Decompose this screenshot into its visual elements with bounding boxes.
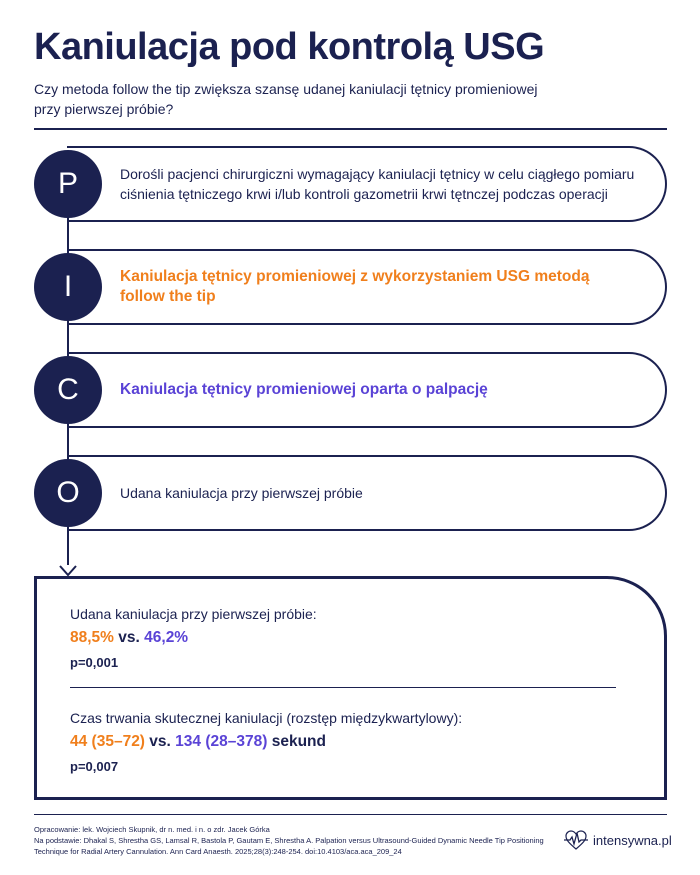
pico-outcome-text: Udana kaniulacja przy pierwszej próbie [120,485,363,501]
first-attempt-intervention-value: 88,5% [70,629,114,646]
duration-p-value: p=0,007 [70,759,119,774]
pico-intervention-text: Kaniulacja tętnicy promieniowej z wykorzystaniem USG metodą follow the tip [120,268,590,305]
pico-population-text: Dorośli pacjenci chirurgiczni wymagający kaniulacji tętnicy w celu ciągłego pomiaru ciśnienia tętniczego krwi i/lub kontroli gazometrii krwi tętnczej podczas operacji [120,166,635,202]
duration-comparison-value: 134 (28–378) [175,733,268,750]
pico-letter-c: C [34,356,102,424]
heart-pulse-icon [563,827,589,853]
first-attempt-comparison-value: 46,2% [144,629,189,646]
first-attempt-values [70,629,188,647]
first-attempt-label: Udana kaniulacja przy pierwszej próbie: [70,606,317,622]
duration-label: Czas trwania skutecznej kaniulacji (rozstęp międzykwartylowy): [70,710,463,726]
page-title: Kaniulacja pod kontrolą USG [34,26,545,68]
pico-letter-p: P [34,150,102,218]
pico-letter-i: I [34,253,102,321]
pico-row-intervention [67,249,667,325]
duration-vs: vs. [149,733,171,750]
first-attempt-vs: vs. [118,629,140,646]
duration-values [70,733,326,751]
brand-name: intensywna.pl [593,832,672,848]
first-attempt-p-value: p=0,001 [70,655,119,670]
pico-row-outcome [67,455,667,531]
duration-intervention-value: 44 (35–72) [70,733,145,750]
footer-author: Opracowanie: lek. Wojciech Skupnik, dr n. med. i n. o zdr. Jacek Górka [34,825,270,834]
pico-row-comparison [67,352,667,428]
pico-letter-o: O [34,459,102,527]
duration-unit: sekund [271,733,326,750]
results-divider [70,687,616,688]
header-divider [34,128,667,130]
results-box [34,576,667,800]
pico-row-population [67,146,667,222]
footer-source: Na podstawie: Dhakal S, Shrestha GS, Lamsal R, Bastola P, Gautam E, Shrestha A. Palpation versus Ultrasound-Guided Dynamic Needle Tip Positioning Technique for Radial Artery Cannulation. Ann Card Anaesth. 2025;28(3):248-254. doi:10.4103/aca.aca_209_24 [34,836,544,856]
pico-comparison-text: Kaniulacja tętnicy promieniowej oparta o palpację [120,381,488,398]
page-subtitle: Czy metoda follow the tip zwiększa szansę udanej kaniulacji tętnicy promieniowej przy pierwszej próbie? [34,81,538,117]
brand-logo[interactable] [563,827,672,853]
footer-divider [34,814,667,815]
